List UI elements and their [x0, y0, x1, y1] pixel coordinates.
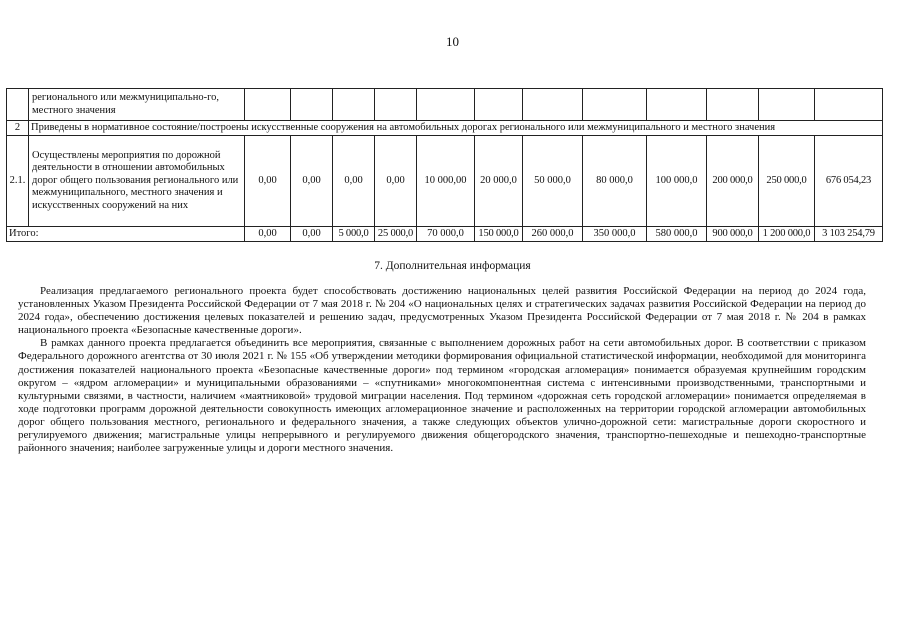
total-cell: 3 103 254,79 — [815, 227, 883, 242]
description-cell: регионального или межмуниципально-го, местного значения — [29, 89, 245, 121]
total-row — [7, 227, 883, 242]
description-cell: Осуществлены мероприятия по дорожной деятельности в отношении автомобильных дорог общего пользования регионального или межмуниципального, местного значения и искусственных сооружений на них — [29, 136, 245, 227]
item-number: 2.1. — [7, 136, 29, 227]
value-cell: 200 000,0 — [707, 136, 759, 227]
value-cell: 0,00 — [245, 136, 291, 227]
total-cell: 350 000,0 — [583, 227, 647, 242]
total-cell: 0,00 — [291, 227, 333, 242]
value-cell: 100 000,0 — [647, 136, 707, 227]
total-cell: 580 000,0 — [647, 227, 707, 242]
section-number: 2 — [7, 121, 29, 136]
total-cell: 260 000,0 — [523, 227, 583, 242]
section-title: Приведены в нормативное состояние/построены искусственные сооружения на автомобильных дорогах регионального или межмуниципального и местного значения — [29, 121, 883, 136]
value-cell: 10 000,00 — [417, 136, 475, 227]
row-number-cell — [7, 89, 29, 121]
table-row — [7, 136, 883, 227]
paragraph: Реализация предлагаемого регионального проекта будет способствовать достижению национальных целей развития Российской Федерации на период до 2024 года, установленных Указом Президента Российской Федерации от 7 мая 2018 г. № 204 «О национальных целях и стратегических задачах развития Российской Федерации на период до 2024 года», обеспечению достижения целевых показателей и решению задач, предусмотренных Указом Президента Российской Федерации от 7 мая 2018 г. № 204 в рамках национального проекта «Безопасные качественные дороги». — [18, 285, 866, 337]
total-cell: 5 000,0 — [333, 227, 375, 242]
total-cell: 70 000,0 — [417, 227, 475, 242]
paragraph: В рамках данного проекта предлагается объединить все мероприятия, связанные с выполнением дорожных работ на сети автомобильных дорог. В соответствии с приказом Федерального дорожного агентства от 30 июля 2021 г. № 155 «Об утверждении методики формирования официальной статистической информации, необходимой для мониторинга достижения показателей национального проекта «Безопасные качественные дороги» под термином «городская агломерация» понимается образуемая крупнейшим городским округом – «ядром агломерации» и муниципальными образованиями – «спутниками» многокомпонентная система с интенсивными производственными, транспортными и культурными связями, в частности, наличием «маятниковой» трудовой миграции населения. Под термином «дорожная сеть городской агломерации» понимается определяемая в ходе подготовки программ дорожной деятельности совокупность имеющих агломерационное значение и расположенных на территории городской агломерации автомобильных дорог общего пользования местного, регионального и федерального значения, а также следующих объектов улично-дорожной сети: магистральные дороги скоростного и регулируемого движения; магистральные улицы непрерывного и регулируемого движения общегородского значения, транспортно-пешеходные и пешеходно-транспортные районного значения; наиболее загруженные улицы и дороги местного значения. — [18, 337, 866, 455]
total-label: Итого: — [7, 227, 245, 242]
value-cell: 250 000,0 — [759, 136, 815, 227]
section-heading: 7. Дополнительная информация — [374, 260, 531, 272]
total-cell: 900 000,0 — [707, 227, 759, 242]
total-cell: 1 200 000,0 — [759, 227, 815, 242]
value-cell: 50 000,0 — [523, 136, 583, 227]
additional-info-body — [18, 285, 866, 455]
value-cell: 0,00 — [333, 136, 375, 227]
total-cell: 25 000,0 — [375, 227, 417, 242]
value-cell: 0,00 — [375, 136, 417, 227]
section-row — [7, 121, 883, 136]
total-cell: 150 000,0 — [475, 227, 523, 242]
value-cell: 676 054,23 — [815, 136, 883, 227]
value-cell: 80 000,0 — [583, 136, 647, 227]
value-cell: 0,00 — [291, 136, 333, 227]
value-cell: 20 000,0 — [475, 136, 523, 227]
page-number: 10 — [446, 34, 459, 49]
total-cell: 0,00 — [245, 227, 291, 242]
table-row — [7, 89, 883, 121]
budget-table — [6, 88, 883, 242]
